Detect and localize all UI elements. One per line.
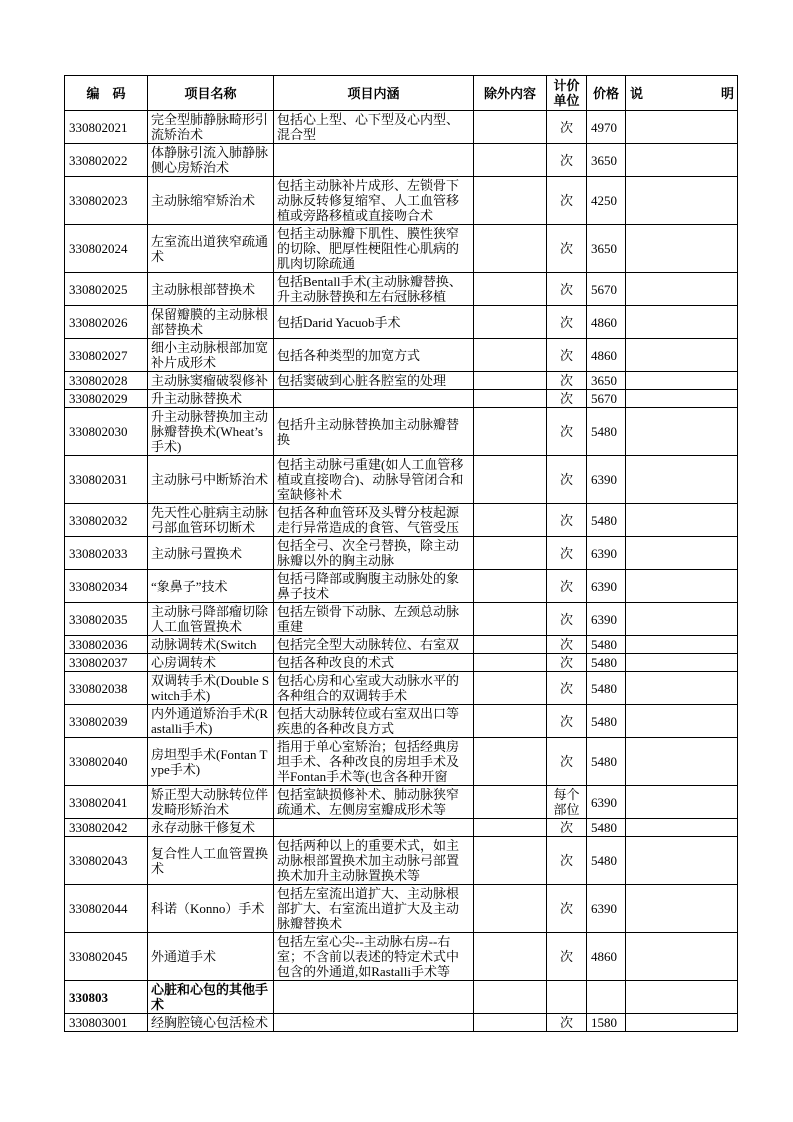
cell-unit: 每个部位 — [547, 786, 587, 819]
cell-name: “象鼻子”技术 — [148, 570, 274, 603]
cell-note — [626, 837, 738, 885]
cell-content: 包括完全型大动脉转位、右室双 — [274, 636, 474, 654]
cell-unit: 次 — [547, 885, 587, 933]
cell-note — [626, 306, 738, 339]
table-row — [65, 933, 738, 981]
cell-note — [626, 654, 738, 672]
cell-unit: 次 — [547, 672, 587, 705]
cell-code: 330802045 — [65, 933, 148, 981]
cell-code: 330802021 — [65, 111, 148, 144]
cell-price: 3650 — [587, 372, 626, 390]
cell-exclusion — [474, 306, 547, 339]
header-name: 项目名称 — [148, 76, 274, 111]
cell-content: 包括窦破到心脏各腔室的处理 — [274, 372, 474, 390]
cell-name: 永存动脉干修复术 — [148, 819, 274, 837]
cell-code: 330802023 — [65, 177, 148, 225]
cell-exclusion — [474, 837, 547, 885]
cell-exclusion — [474, 786, 547, 819]
cell-exclusion — [474, 339, 547, 372]
table-row — [65, 570, 738, 603]
cell-content: 包括Bentall手术(主动脉瓣替换、升主动脉替换和左右冠脉移植 — [274, 273, 474, 306]
cell-exclusion — [474, 177, 547, 225]
cell-code: 330802035 — [65, 603, 148, 636]
cell-exclusion — [474, 819, 547, 837]
cell-price: 6390 — [587, 885, 626, 933]
table-row — [65, 456, 738, 504]
table-row — [65, 636, 738, 654]
cell-price: 4250 — [587, 177, 626, 225]
cell-name: 主动脉缩窄矫治术 — [148, 177, 274, 225]
table-row — [65, 819, 738, 837]
cell-exclusion — [474, 537, 547, 570]
table-row — [65, 705, 738, 738]
table-row — [65, 738, 738, 786]
table-row — [65, 225, 738, 273]
cell-price: 5480 — [587, 408, 626, 456]
cell-name: 升主动脉替换加主动脉瓣替换术(Wheat’s手术) — [148, 408, 274, 456]
cell-content: 包括各种血管环及头臂分枝起源走行异常造成的食管、气管受压 — [274, 504, 474, 537]
cell-code: 330802037 — [65, 654, 148, 672]
cell-content — [274, 819, 474, 837]
cell-unit: 次 — [547, 273, 587, 306]
cell-price: 5480 — [587, 837, 626, 885]
table-row — [65, 504, 738, 537]
cell-price: 6390 — [587, 456, 626, 504]
cell-unit: 次 — [547, 144, 587, 177]
cell-note — [626, 225, 738, 273]
cell-name: 升主动脉替换术 — [148, 390, 274, 408]
cell-exclusion — [474, 603, 547, 636]
cell-name: 体静脉引流入肺静脉侧心房矫治术 — [148, 144, 274, 177]
cell-content: 包括左室心尖--主动脉右房--右室；不含前以表述的特定术式中包含的外通道,如Rastalli手术等 — [274, 933, 474, 981]
cell-content: 包括主动脉瓣下肌性、膜性狭窄的切除、肥厚性梗阻性心肌病的肌肉切除疏通 — [274, 225, 474, 273]
cell-note — [626, 672, 738, 705]
table-row — [65, 603, 738, 636]
table-row — [65, 372, 738, 390]
cell-price — [587, 981, 626, 1014]
cell-note — [626, 705, 738, 738]
cell-code: 330802042 — [65, 819, 148, 837]
cell-content: 包括Darid Yacuob手术 — [274, 306, 474, 339]
cell-content: 包括两种以上的重要术式，如主动脉根部置换术加主动脉弓部置换术加升主动脉置换术等 — [274, 837, 474, 885]
cell-code: 330802029 — [65, 390, 148, 408]
cell-exclusion — [474, 654, 547, 672]
cell-unit: 次 — [547, 933, 587, 981]
cell-price: 4860 — [587, 306, 626, 339]
cell-code: 330802039 — [65, 705, 148, 738]
table-row — [65, 390, 738, 408]
cell-unit: 次 — [547, 177, 587, 225]
cell-note — [626, 273, 738, 306]
cell-unit: 次 — [547, 738, 587, 786]
cell-unit: 次 — [547, 408, 587, 456]
cell-exclusion — [474, 1014, 547, 1032]
cell-note — [626, 636, 738, 654]
cell-content: 包括大动脉转位或右室双出口等疾患的各种改良方式 — [274, 705, 474, 738]
cell-price: 4970 — [587, 111, 626, 144]
header-code: 编 码 — [65, 76, 148, 111]
table-header-row — [65, 76, 738, 111]
cell-price: 5670 — [587, 390, 626, 408]
cell-code: 330802031 — [65, 456, 148, 504]
medical-price-table — [64, 75, 738, 1032]
cell-name: 主动脉弓降部瘤切除人工血管置换术 — [148, 603, 274, 636]
table-row — [65, 144, 738, 177]
cell-note — [626, 408, 738, 456]
cell-price: 3650 — [587, 225, 626, 273]
cell-code: 330802043 — [65, 837, 148, 885]
table-row — [65, 654, 738, 672]
cell-name: 矫正型大动脉转位伴发畸形矫治术 — [148, 786, 274, 819]
table-row — [65, 339, 738, 372]
table-row — [65, 981, 738, 1014]
header-note: 说 明 — [626, 76, 738, 111]
cell-content: 包括升主动脉替换加主动脉瓣替换 — [274, 408, 474, 456]
table-row — [65, 408, 738, 456]
cell-exclusion — [474, 456, 547, 504]
cell-content: 包括主动脉弓重建(如人工血管移植或直接吻合)、动脉导管闭合和室缺修补术 — [274, 456, 474, 504]
header-unit: 计价单位 — [547, 76, 587, 111]
cell-unit: 次 — [547, 819, 587, 837]
cell-name: 主动脉根部替换术 — [148, 273, 274, 306]
table-row — [65, 537, 738, 570]
header-exclusion: 除外内容 — [474, 76, 547, 111]
cell-unit: 次 — [547, 456, 587, 504]
cell-content: 包括主动脉补片成形、左锁骨下动脉反转修复缩窄、人工血管移植或旁路移植或直接吻合术 — [274, 177, 474, 225]
cell-exclusion — [474, 372, 547, 390]
cell-unit: 次 — [547, 225, 587, 273]
cell-content — [274, 1014, 474, 1032]
cell-exclusion — [474, 885, 547, 933]
cell-unit: 次 — [547, 636, 587, 654]
table-row — [65, 885, 738, 933]
cell-note — [626, 177, 738, 225]
cell-price: 5480 — [587, 705, 626, 738]
cell-exclusion — [474, 408, 547, 456]
cell-unit: 次 — [547, 537, 587, 570]
cell-name: 心房调转术 — [148, 654, 274, 672]
cell-unit: 次 — [547, 111, 587, 144]
cell-price: 5670 — [587, 273, 626, 306]
cell-name: 房坦型手术(Fontan Type手术) — [148, 738, 274, 786]
cell-note — [626, 456, 738, 504]
cell-note — [626, 504, 738, 537]
cell-code: 330802036 — [65, 636, 148, 654]
cell-content: 指用于单心室矫治；包括经典房坦手术、各种改良的房坦手术及半Fontan手术等(也含各种开窗 — [274, 738, 474, 786]
cell-content: 包括左室流出道扩大、主动脉根部扩大、右室流出道扩大及主动脉瓣替换术 — [274, 885, 474, 933]
cell-content: 包括心上型、心下型及心内型、混合型 — [274, 111, 474, 144]
cell-name: 双调转手术(Double Switch手术) — [148, 672, 274, 705]
cell-code: 330802024 — [65, 225, 148, 273]
cell-unit: 次 — [547, 570, 587, 603]
cell-code: 330802032 — [65, 504, 148, 537]
price-table-body — [65, 111, 738, 1032]
cell-note — [626, 537, 738, 570]
cell-unit: 次 — [547, 654, 587, 672]
cell-note — [626, 570, 738, 603]
table-row — [65, 111, 738, 144]
cell-price: 6390 — [587, 786, 626, 819]
cell-exclusion — [474, 636, 547, 654]
cell-note — [626, 738, 738, 786]
cell-unit: 次 — [547, 339, 587, 372]
cell-price: 5480 — [587, 738, 626, 786]
cell-content — [274, 144, 474, 177]
cell-code: 330802027 — [65, 339, 148, 372]
table-row — [65, 306, 738, 339]
cell-code: 330802040 — [65, 738, 148, 786]
cell-content: 包括各种类型的加宽方式 — [274, 339, 474, 372]
cell-note — [626, 144, 738, 177]
cell-code: 330802028 — [65, 372, 148, 390]
cell-unit: 次 — [547, 705, 587, 738]
cell-unit — [547, 981, 587, 1014]
cell-unit: 次 — [547, 372, 587, 390]
cell-name: 左室流出道狭窄疏通术 — [148, 225, 274, 273]
cell-content: 包括全弓、次全弓替换，除主动脉瓣以外的胸主动脉 — [274, 537, 474, 570]
cell-name: 保留瓣膜的主动脉根部替换术 — [148, 306, 274, 339]
cell-content: 包括各种改良的术式 — [274, 654, 474, 672]
cell-note — [626, 819, 738, 837]
cell-exclusion — [474, 504, 547, 537]
cell-exclusion — [474, 672, 547, 705]
cell-exclusion — [474, 705, 547, 738]
cell-code: 330802030 — [65, 408, 148, 456]
cell-content: 包括弓降部或胸腹主动脉处的象鼻子技术 — [274, 570, 474, 603]
header-content: 项目内涵 — [274, 76, 474, 111]
table-row — [65, 786, 738, 819]
cell-unit: 次 — [547, 390, 587, 408]
cell-price: 4860 — [587, 339, 626, 372]
cell-code: 330803 — [65, 981, 148, 1014]
cell-exclusion — [474, 273, 547, 306]
cell-name: 心脏和心包的其他手术 — [148, 981, 274, 1014]
cell-name: 科诺（Konno）手术 — [148, 885, 274, 933]
cell-code: 330802025 — [65, 273, 148, 306]
cell-name: 动脉调转术(Switch — [148, 636, 274, 654]
cell-note — [626, 1014, 738, 1032]
cell-code: 330802038 — [65, 672, 148, 705]
cell-note — [626, 339, 738, 372]
table-row — [65, 177, 738, 225]
table-row — [65, 837, 738, 885]
cell-price: 4860 — [587, 933, 626, 981]
table-row — [65, 1014, 738, 1032]
cell-unit: 次 — [547, 1014, 587, 1032]
cell-unit: 次 — [547, 603, 587, 636]
cell-exclusion — [474, 570, 547, 603]
cell-exclusion — [474, 390, 547, 408]
cell-name: 先天性心脏病主动脉弓部血管环切断术 — [148, 504, 274, 537]
cell-code: 330803001 — [65, 1014, 148, 1032]
cell-content: 包括左锁骨下动脉、左颈总动脉重建 — [274, 603, 474, 636]
cell-content — [274, 390, 474, 408]
cell-code: 330802034 — [65, 570, 148, 603]
cell-name: 复合性人工血管置换术 — [148, 837, 274, 885]
cell-exclusion — [474, 111, 547, 144]
cell-note — [626, 885, 738, 933]
cell-price: 5480 — [587, 654, 626, 672]
cell-code: 330802044 — [65, 885, 148, 933]
cell-note — [626, 933, 738, 981]
cell-exclusion — [474, 738, 547, 786]
table-row — [65, 672, 738, 705]
cell-price: 6390 — [587, 537, 626, 570]
cell-name: 经胸腔镜心包活检术 — [148, 1014, 274, 1032]
header-price: 价格 — [587, 76, 626, 111]
cell-name: 外通道手术 — [148, 933, 274, 981]
cell-price: 6390 — [587, 570, 626, 603]
cell-price: 5480 — [587, 636, 626, 654]
cell-unit: 次 — [547, 504, 587, 537]
cell-price: 5480 — [587, 819, 626, 837]
cell-code: 330802022 — [65, 144, 148, 177]
cell-note — [626, 603, 738, 636]
cell-note — [626, 786, 738, 819]
table-row — [65, 273, 738, 306]
cell-price: 5480 — [587, 672, 626, 705]
cell-content: 包括心房和心室或大动脉水平的各种组合的双调转手术 — [274, 672, 474, 705]
cell-code: 330802041 — [65, 786, 148, 819]
cell-note — [626, 390, 738, 408]
cell-exclusion — [474, 933, 547, 981]
cell-exclusion — [474, 144, 547, 177]
cell-code: 330802033 — [65, 537, 148, 570]
cell-unit: 次 — [547, 306, 587, 339]
cell-name: 细小主动脉根部加宽补片成形术 — [148, 339, 274, 372]
cell-name: 主动脉窦瘤破裂修补 — [148, 372, 274, 390]
cell-price: 6390 — [587, 603, 626, 636]
cell-note — [626, 111, 738, 144]
cell-name: 主动脉弓中断矫治术 — [148, 456, 274, 504]
cell-content — [274, 981, 474, 1014]
cell-name: 内外通道矫治手术(Rastalli手术) — [148, 705, 274, 738]
cell-exclusion — [474, 225, 547, 273]
cell-unit: 次 — [547, 837, 587, 885]
cell-code: 330802026 — [65, 306, 148, 339]
cell-name: 完全型肺静脉畸形引流矫治术 — [148, 111, 274, 144]
cell-content: 包括室缺损修补术、肺动脉狭窄疏通术、左侧房室瓣成形术等 — [274, 786, 474, 819]
cell-note — [626, 372, 738, 390]
cell-price: 1580 — [587, 1014, 626, 1032]
cell-note — [626, 981, 738, 1014]
cell-exclusion — [474, 981, 547, 1014]
cell-price: 5480 — [587, 504, 626, 537]
cell-price: 3650 — [587, 144, 626, 177]
cell-name: 主动脉弓置换术 — [148, 537, 274, 570]
